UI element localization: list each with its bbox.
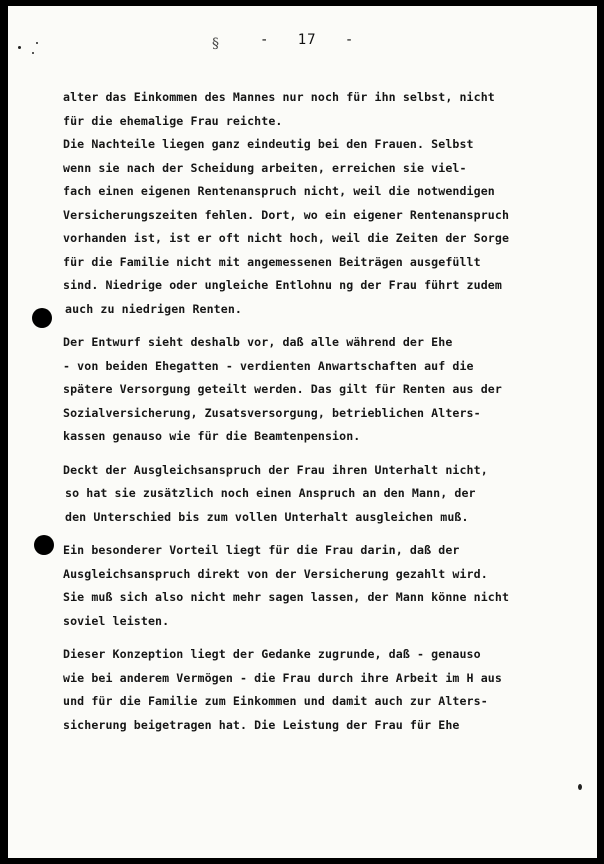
- text-line: und für die Familie zum Einkommen und damit auch zur Alters-: [63, 694, 488, 708]
- paragraph: [63, 539, 583, 633]
- page-number: - 17 -: [260, 32, 355, 48]
- text-line: fach einen eigenen Rentenanspruch nicht, weil die notwendigen: [63, 184, 495, 198]
- text-line: vorhanden ist, ist er oft nicht hoch, weil die Zeiten der Sorge: [63, 231, 510, 245]
- paragraph: [63, 643, 583, 737]
- paragraph: [63, 86, 583, 321]
- text-line: - von beiden Ehegatten - verdienten Anwartschaften auf die: [63, 358, 474, 373]
- text-line: Die Nachteile liegen ganz eindeutig bei den Frauen. Selbst: [63, 137, 474, 151]
- text-line: so hat sie zusätzlich noch einen Anspruch an den Mann, der: [65, 486, 476, 500]
- document-page: [8, 6, 597, 858]
- text-line: kassen genauso wie für die Beamtenpension.: [63, 429, 361, 443]
- text-line: Ausgleichsanspruch direkt von der Versicherung gezahlt wird.: [63, 566, 488, 581]
- text-line: Versicherungszeiten fehlen. Dort, wo ein eigener Rentenanspruch: [63, 207, 510, 222]
- text-line: wenn sie nach der Scheidung arbeiten, erreichen sie viel-: [63, 160, 467, 175]
- text-line: Sie muß sich also nicht mehr sagen lassen, der Mann könne nicht: [63, 590, 510, 604]
- paragraph: [63, 331, 583, 449]
- text-line: Sozialversicherung, Zusatsversorgung, betrieblichen Alters-: [63, 405, 481, 420]
- text-line: für die ehemalige Frau reichte.: [63, 113, 283, 128]
- handwritten-mark: §: [212, 36, 219, 52]
- scan-speck: [32, 52, 34, 54]
- text-line: spätere Versorgung geteilt werden. Das gilt für Renten aus der: [63, 382, 502, 396]
- scan-speck: [36, 42, 38, 44]
- body-text: [63, 86, 583, 737]
- text-line: auch zu niedrigen Renten.: [65, 301, 243, 316]
- scan-speck: [578, 784, 582, 790]
- text-line: alter das Einkommen des Mannes nur noch für ihn selbst, nicht: [63, 90, 495, 104]
- text-line: soviel leisten.: [63, 613, 170, 628]
- scan-speck: [18, 46, 21, 49]
- text-line: sind. Niedrige oder ungleiche Entlohnu ng der Frau führt zudem: [63, 278, 502, 292]
- text-line: sicherung beigetragen hat. Die Leistung der Frau für Ehe: [63, 717, 460, 732]
- hole-punch-top: [32, 308, 52, 328]
- hole-punch-bottom: [34, 535, 54, 555]
- text-line: Ein besonderer Vorteil liegt für die Frau darin, daß der: [63, 543, 460, 557]
- text-line: Der Entwurf sieht deshalb vor, daß alle während der Ehe: [63, 335, 453, 349]
- paragraph: [63, 459, 583, 530]
- text-line: wie bei anderem Vermögen - die Frau durch ihre Arbeit im H aus: [63, 670, 502, 685]
- text-line: für die Familie nicht mit angemessenen Beiträgen ausgefüllt: [63, 254, 481, 269]
- text-line: Deckt der Ausgleichsanspruch der Frau ihren Unterhalt nicht,: [63, 462, 488, 477]
- text-line: den Unterschied bis zum vollen Unterhalt ausgleichen muß.: [65, 509, 469, 524]
- text-line: Dieser Konzeption liegt der Gedanke zugrunde, daß - genauso: [63, 647, 481, 661]
